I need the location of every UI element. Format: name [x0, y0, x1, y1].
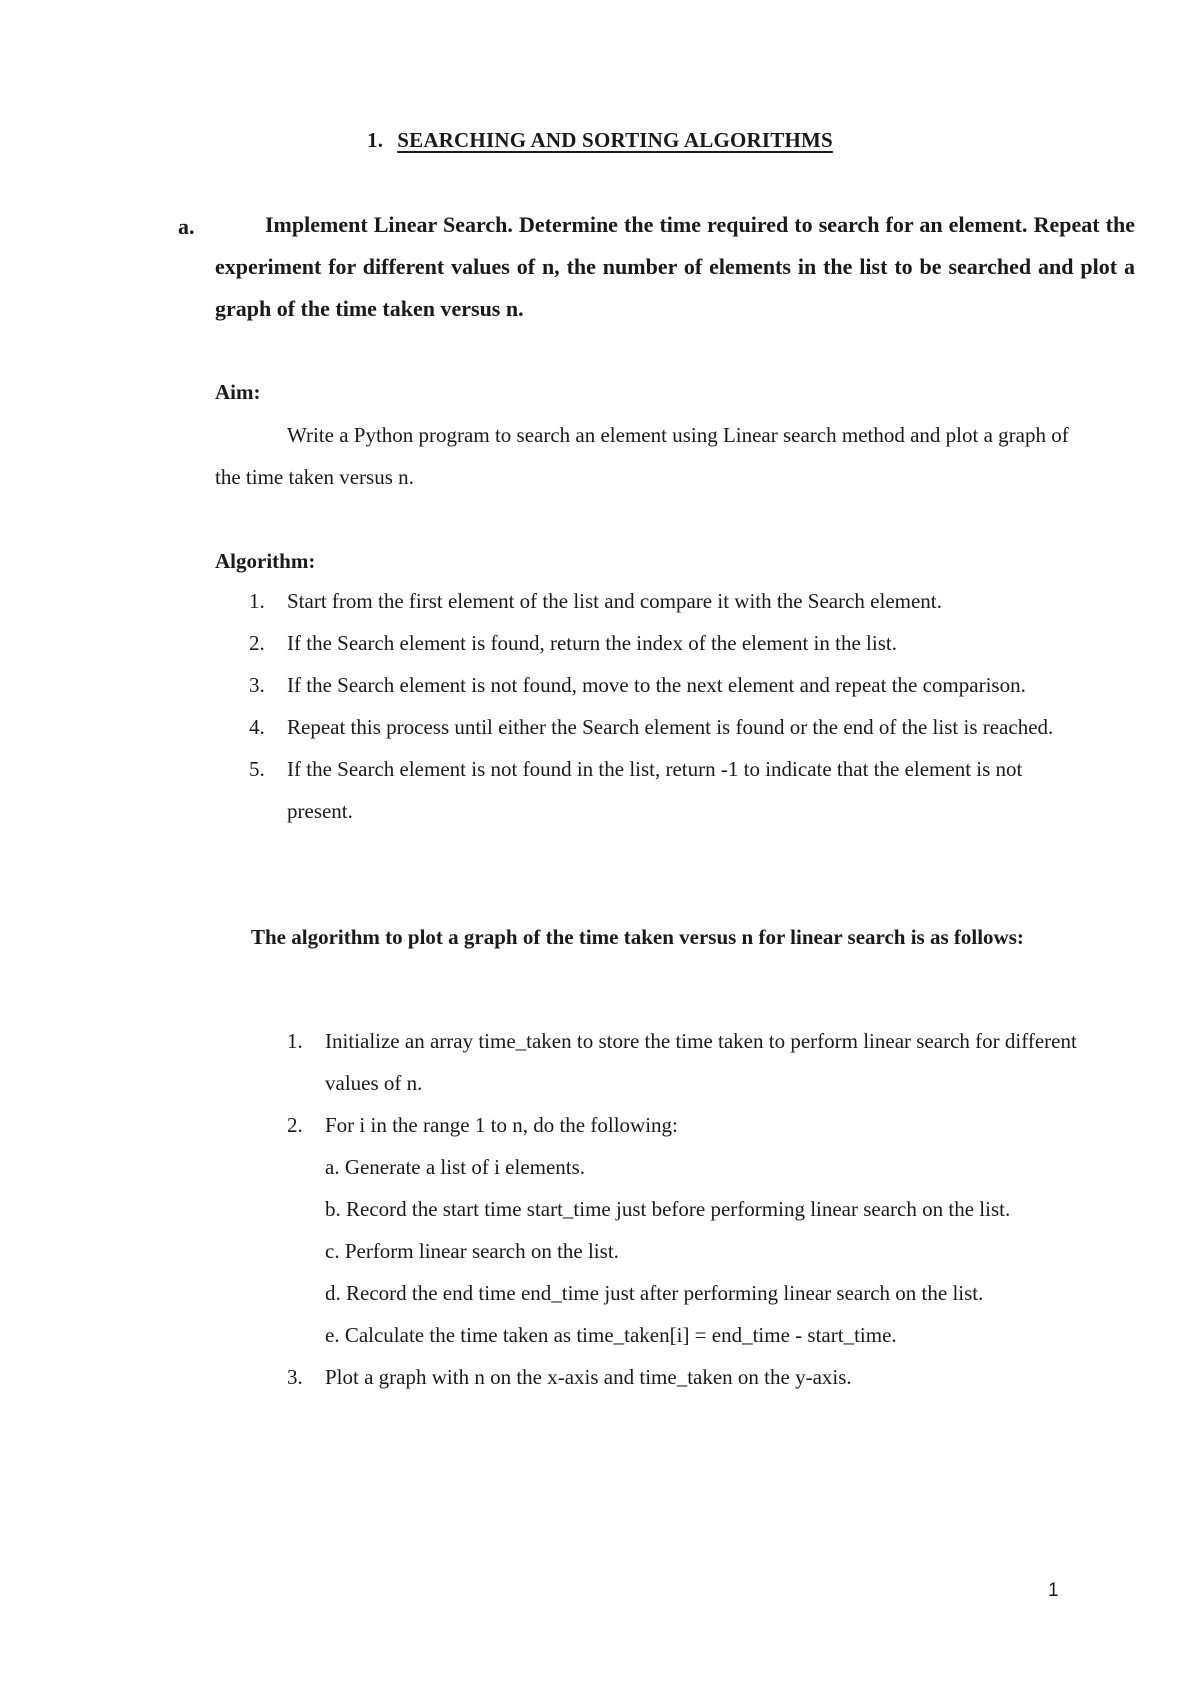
plot-algorithm-heading: The algorithm to plot a graph of the time taken versus n for linear search is as follows: — [251, 925, 1024, 949]
plot-step — [287, 1104, 1085, 1356]
substep: d. Record the end time end_time just after performing linear search on the list. — [325, 1281, 984, 1305]
substep: b. Record the start time start_time just before performing linear search on the list. — [325, 1197, 1011, 1221]
step-text: Start from the first element of the list and compare it with the Search element. — [287, 589, 942, 613]
section-number: 1. — [367, 128, 384, 152]
algorithm-step — [249, 622, 1087, 664]
aim-text: Write a Python program to search an element using Linear search method and plot a graph of the time taken versus n. — [215, 423, 1069, 489]
step-number: 2. — [249, 631, 265, 655]
substep: c. Perform linear search on the list. — [325, 1239, 619, 1263]
step-number: 1. — [249, 589, 265, 613]
step-text: If the Search element is not found in the list, return -1 to indicate that the element is not present. — [287, 757, 1023, 823]
algorithm-step — [249, 706, 1087, 748]
algorithm-step — [249, 664, 1087, 706]
step-text: Repeat this process until either the Search element is found or the end of the list is reached. — [287, 715, 1054, 739]
step-number: 4. — [249, 715, 265, 739]
plot-step — [287, 1020, 1085, 1104]
aim-heading: Aim: — [215, 380, 261, 404]
step-text: Plot a graph with n on the x-axis and time_taken on the y-axis. — [325, 1365, 852, 1389]
step-number: 2. — [287, 1113, 303, 1137]
algorithm-step — [249, 580, 1087, 622]
question-text: Implement Linear Search. Determine the time required to search for an element. Repeat the experiment for different values of n, the number of elements in the list to be searched and plot a graph of the time taken versus n. — [215, 212, 1135, 321]
step-number: 3. — [249, 673, 265, 697]
step-text: For i in the range 1 to n, do the following: — [325, 1113, 678, 1137]
algorithm-step — [249, 748, 1087, 832]
substep: a. Generate a list of i elements. — [325, 1155, 586, 1179]
step-text: Initialize an array time_taken to store the time taken to perform linear search for different values of n. — [325, 1029, 1077, 1095]
plot-algorithm-steps — [287, 1020, 1085, 1398]
step-number: 1. — [287, 1029, 303, 1053]
step-number: 3. — [287, 1365, 303, 1389]
algorithm-steps — [249, 580, 1087, 832]
section-title — [0, 128, 1200, 153]
step-text: If the Search element is not found, move to the next element and repeat the comparison. — [287, 673, 1026, 697]
section-title-text: SEARCHING AND SORTING ALGORITHMS — [397, 128, 833, 152]
page-number: 1 — [1048, 1580, 1059, 1601]
step-number: 5. — [249, 757, 265, 781]
step-text: If the Search element is found, return the index of the element in the list. — [287, 631, 897, 655]
substep: e. Calculate the time taken as time_taken[i] = end_time - start_time. — [325, 1323, 897, 1347]
question-label: a. — [178, 214, 195, 239]
plot-step — [287, 1356, 1085, 1398]
algorithm-heading: Algorithm: — [215, 549, 316, 573]
